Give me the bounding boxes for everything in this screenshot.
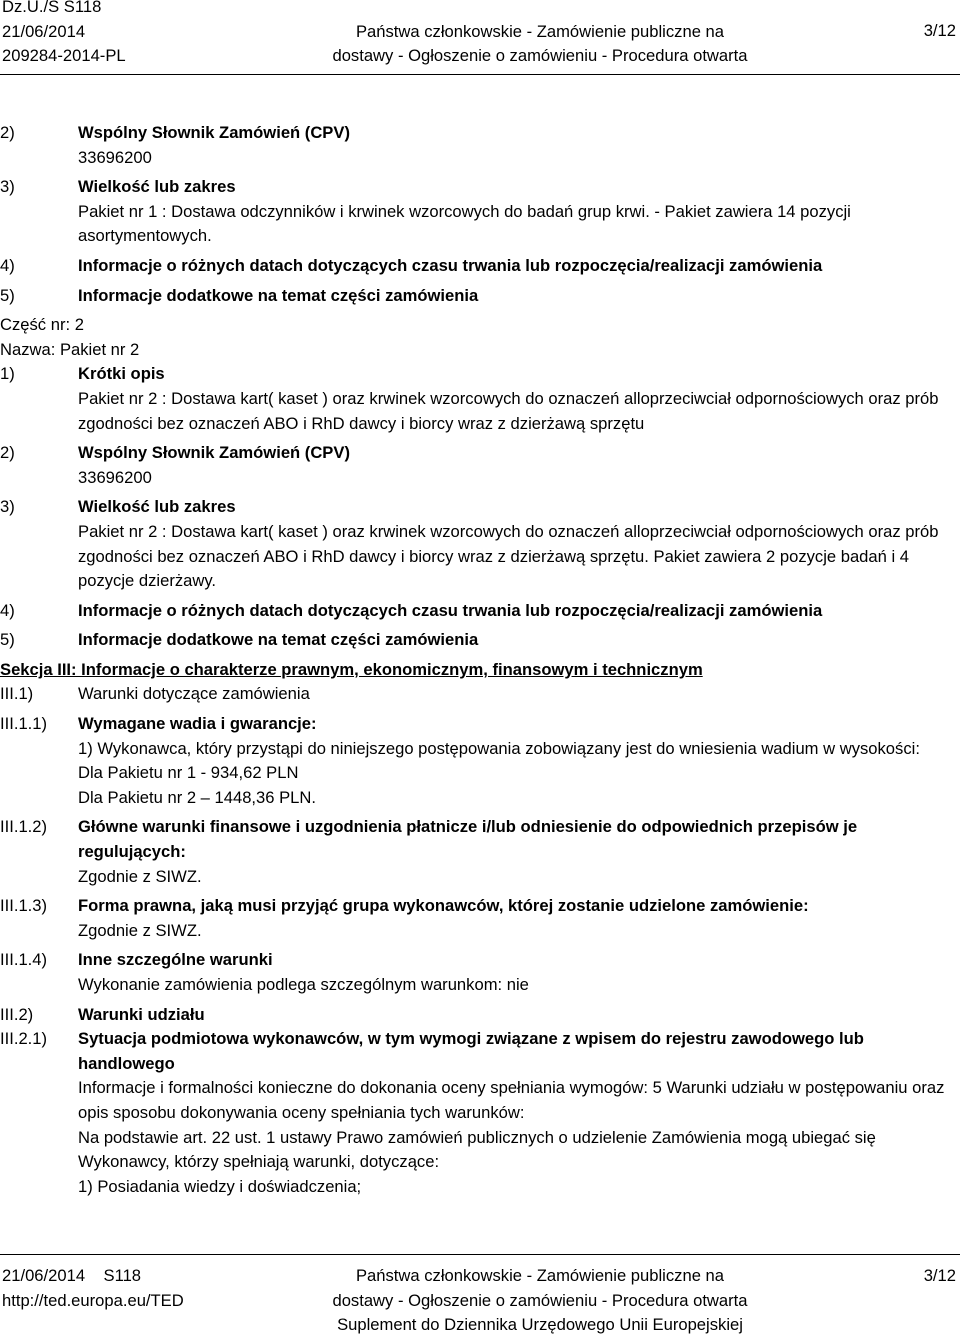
header-page-number: 3/12 xyxy=(923,21,956,40)
item-number: 3) xyxy=(0,497,15,517)
footer-title-line3: Suplement do Dziennika Urzędowego Unii Europejskiej xyxy=(337,1315,743,1335)
footer-url[interactable]: http://ted.europa.eu/TED xyxy=(2,1290,184,1310)
header-divider xyxy=(0,74,960,75)
item-text: Zgodnie z SIWZ. xyxy=(78,920,202,940)
deposit-pakiet2: Dla Pakietu nr 2 – 1448,36 PLN. xyxy=(78,787,316,807)
item-number: III.1.3) xyxy=(0,896,48,916)
part2-scope xyxy=(0,495,960,593)
item-title: Wymagane wadia i gwarancje: xyxy=(78,714,317,734)
item-title: Forma prawna, jaką musi przyjąć grupa wykonawców, której zostanie udzielone zamówienie: xyxy=(78,896,809,916)
scope-text: Pakiet nr 2 : Dostawa kart( kaset ) oraz krwinek wzorcowych do oznaczeń alloprzeciwciał odpornościowych oraz prób zgodności bez oznaczeń ABO i RhD dawcy i biorcy wraz z dzierżawą sprzętu. Pakiet zawiera 2 pozycje badań i 4 pozycje dzierżawy. xyxy=(78,521,939,591)
item-text: Informacje i formalności konieczne do dokonania oceny spełniania wymogów: 5 Warunki udziału w postępowaniu oraz opis sposobu dokonywania oceny spełniania tych warunków: xyxy=(78,1078,945,1122)
item-number: III.1.4) xyxy=(0,950,48,970)
s31 xyxy=(0,682,960,707)
deposit-pakiet1: Dla Pakietu nr 1 - 934,62 PLN xyxy=(78,763,299,783)
s314 xyxy=(0,948,960,997)
item-number: 3) xyxy=(0,177,15,197)
item-number: 4) xyxy=(0,600,15,620)
s311 xyxy=(0,712,960,810)
deposit-intro: 1) Wykonawca, który przystąpi do niniejszego postępowania zobowiązany jest do wniesienia wadium w wysokości: xyxy=(78,738,920,758)
description-text: Pakiet nr 2 : Dostawa kart( kaset ) oraz krwinek wzorcowych do oznaczeń alloprzeciwciał odpornościowych oraz prób zgodności bez oznaczeń ABO i RhD dawcy i biorcy wraz z dzierżawą sprzętu xyxy=(78,388,939,433)
section3-heading: Sekcja III: Informacje o charakterze prawnym, ekonomicznym, finansowym i technicznym xyxy=(0,659,703,679)
part1-scope xyxy=(0,175,960,249)
footer-title xyxy=(300,1264,780,1338)
item-title: Informacje dodatkowe na temat części zamówienia xyxy=(78,285,479,305)
part2-number: Część nr: 2 xyxy=(0,315,84,335)
footer-page-number: 3/12 xyxy=(923,1266,956,1285)
item-number: 5) xyxy=(0,285,15,305)
part2-name: Nazwa: Pakiet nr 2 xyxy=(0,339,140,359)
page-header xyxy=(0,0,960,72)
part2-cpv xyxy=(0,441,960,490)
notice-id: 209284-2014-PL xyxy=(2,46,126,66)
header-title-line2: dostawy - Ogłoszenie o zamówieniu - Procedura otwarta xyxy=(332,46,748,66)
item-number: III.2) xyxy=(0,1004,34,1024)
item-title: Sytuacja podmiotowa wykonawców, w tym wymogi związane z wpisem do rejestru zawodowego lub handlowego xyxy=(78,1029,864,1073)
s312 xyxy=(0,815,960,889)
item-title: Inne szczególne warunki xyxy=(78,950,273,970)
item-title: Informacje o różnych datach dotyczących czasu trwania lub rozpoczęcia/realizacji zamówienia xyxy=(78,600,823,620)
item-number: III.1) xyxy=(0,684,34,704)
header-date: 21/06/2014 xyxy=(2,21,86,41)
item-title: Wielkość lub zakres xyxy=(78,177,236,197)
item-number: III.1.1) xyxy=(0,714,48,734)
doc-ref: Dz.U./S S118 xyxy=(2,0,102,16)
part2-extra xyxy=(0,628,960,653)
item-title: Informacje o różnych datach dotyczących czasu trwania lub rozpoczęcia/realizacji zamówienia xyxy=(78,255,823,275)
item-number: 5) xyxy=(0,630,15,650)
s313 xyxy=(0,894,960,943)
part1-dates xyxy=(0,254,960,279)
item-title: Wielkość lub zakres xyxy=(78,497,236,517)
item-number: 2) xyxy=(0,123,15,142)
part2-dates xyxy=(0,599,960,624)
footer-left xyxy=(2,1264,184,1313)
item-title: Warunki udziału xyxy=(78,1004,205,1024)
footer-date: 21/06/2014 xyxy=(2,1266,86,1285)
footer-title-line1: Państwa członkowskie - Zamówienie publiczne na xyxy=(355,1266,724,1285)
item-number: 4) xyxy=(0,255,15,275)
footer-title-line2: dostawy - Ogłoszenie o zamówieniu - Procedura otwarta xyxy=(332,1290,748,1310)
scope-text: Pakiet nr 1 : Dostawa odczynników i krwinek wzorcowych do badań grup krwi. - Pakiet zawiera 14 pozycji asortymentowych. xyxy=(78,201,851,246)
item-text: Wykonanie zamówienia podlega szczególnym warunkom: nie xyxy=(78,975,529,994)
part2-description xyxy=(0,362,960,436)
item-text: 1) Posiadania wiedzy i doświadczenia; xyxy=(78,1176,362,1196)
footer-divider xyxy=(0,1254,960,1255)
item-text: Zgodnie z SIWZ. xyxy=(78,866,202,886)
item-title: Wspólny Słownik Zamówień (CPV) xyxy=(78,443,350,463)
page-footer xyxy=(0,1264,960,1334)
item-title: Informacje dodatkowe na temat części zamówienia xyxy=(78,630,479,650)
part1-extra xyxy=(0,284,960,309)
item-number: III.2.1) xyxy=(0,1029,48,1049)
s32 xyxy=(0,1003,960,1028)
header-left xyxy=(2,0,262,69)
footer-series: S118 xyxy=(103,1266,142,1285)
cpv-code: 33696200 xyxy=(78,467,152,487)
item-title: Krótki opis xyxy=(78,364,165,384)
item-number: III.1.2) xyxy=(0,817,48,837)
item-title: Warunki dotyczące zamówienia xyxy=(78,684,310,704)
item-title: Główne warunki finansowe i uzgodnienia płatnicze i/lub odniesienie do odpowiednich przepisów je regulujących: xyxy=(78,817,858,862)
cpv-code: 33696200 xyxy=(78,147,152,167)
s321 xyxy=(0,1027,960,1199)
item-text: Na podstawie art. 22 ust. 1 ustawy Prawo zamówień publicznych o udzielenie Zamówienia mogą ubiegać się Wykonawcy, którzy spełniają warunki, dotyczące: xyxy=(78,1127,876,1172)
part1-cpv xyxy=(0,121,960,170)
header-title-line1: Państwa członkowskie - Zamówienie publiczne na xyxy=(355,21,724,41)
item-title: Wspólny Słownik Zamówień (CPV) xyxy=(78,123,350,142)
item-number: 2) xyxy=(0,443,15,463)
header-title xyxy=(300,0,780,69)
item-number: 1) xyxy=(0,364,15,384)
document-body xyxy=(0,121,960,1199)
